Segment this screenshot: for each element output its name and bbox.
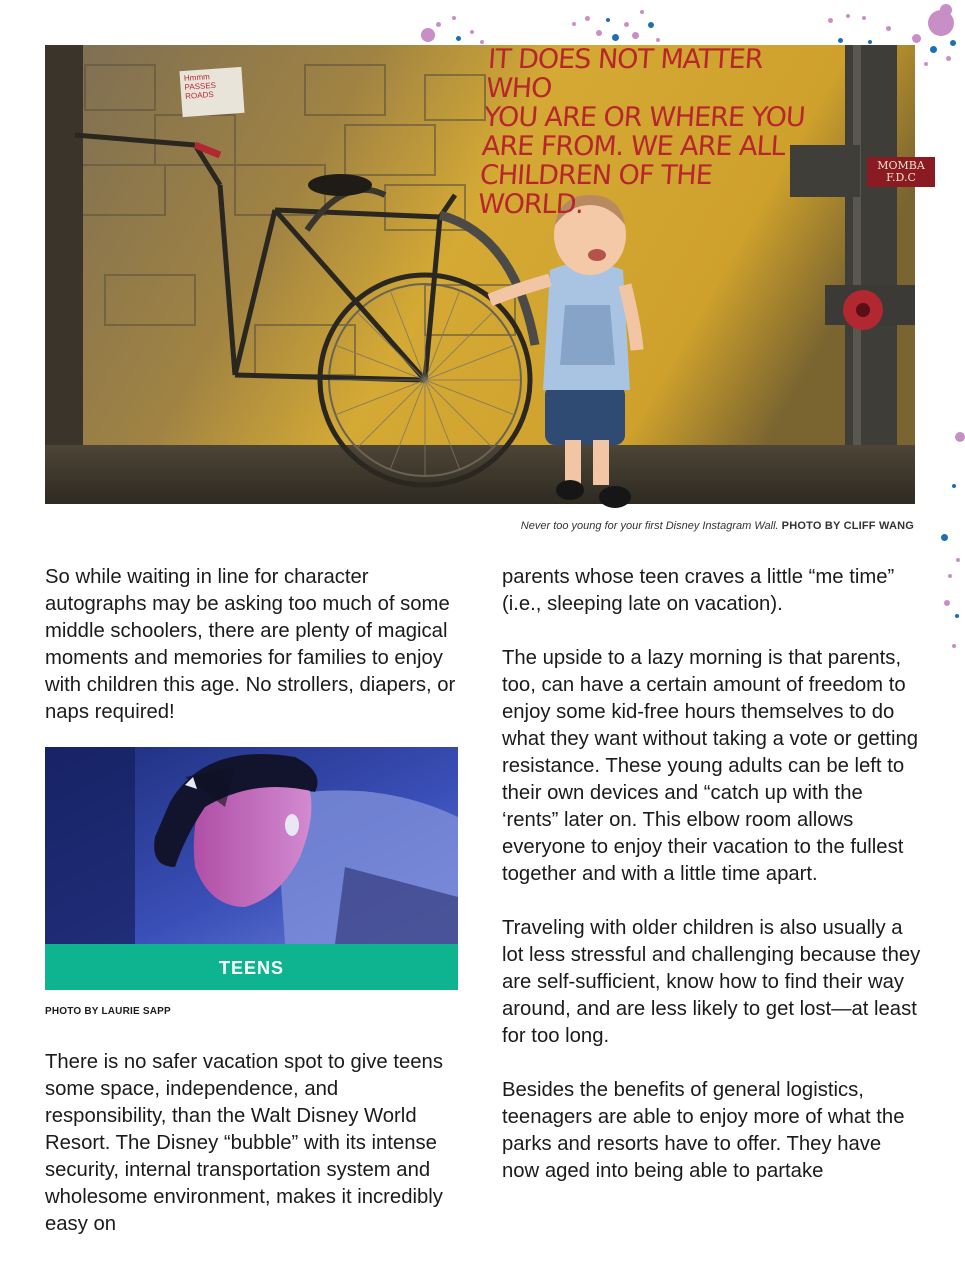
poster-line-2: PASSES [184,80,217,92]
paragraph-right-2: The upside to a lazy morning is that parents, too, can have a certain amount of freedom to enjoy some kid-free hours themselves to do what they want without taking a vote or getting resistance. These young adults can be left to their own devices and “catch up with the ‘rents” later on. This elbow room allows everyone to enjoy their vacation to the fullest together and with a little time apart. [502,647,919,885]
article-right-column [502,564,922,1185]
wall-quote-line-1: IT DOES NOT MATTER WHO [484,44,764,104]
paragraph-right-1: parents whose teen craves a little “me time” (i.e., sleeping late on vacation). [502,566,895,615]
paragraph-right-4: Besides the benefits of general logistics, teenagers are able to enjoy more of what the parks and resorts have to offer. They have now aged into being able to partake [502,1079,905,1182]
paragraph-teens: There is no safer vacation spot to give teens some space, independence, and responsibility, than the Walt Disney World Resort. The Disney “bubble” with its intense security, internal transportation system and wholesome environment, makes it incredibly easy on [45,1051,443,1235]
paragraph-right-3: Traveling with older children is also usually a lot less stressful and challenging because they are self-sufficient, know how to find their way around, and are less likely to get lost—at least for too long. [502,917,921,1047]
pipe-sign-line-2: F.D.C [886,171,916,184]
teens-photo-illustration [45,747,458,944]
pipe-sign-line-1: MOMBA [877,159,925,172]
wall-quote-line-3: ARE FROM. WE ARE ALL [480,131,786,162]
wall-quote-line-2: YOU ARE OR WHERE YOU [482,102,806,133]
hero-caption [300,520,914,532]
poster-line-3: ROADS [184,89,214,101]
article-left-teens [45,1049,465,1238]
teens-photo [45,747,458,944]
teens-section-label: TEENS [45,944,458,990]
hero-caption-text: Never too young for your first Disney Instagram Wall. [520,520,779,532]
paragraph-intro: So while waiting in line for character autographs may be asking too much of some middle schoolers, there are plenty of magical moments and memories for families to enjoy with children this age. No strollers, diapers, or naps required! [45,566,456,723]
pipe-sign [867,157,935,187]
wall-poster [179,67,244,117]
hero-photo [45,44,925,504]
teens-photo-credit: PHOTO BY LAURIE SAPP [45,1006,171,1017]
hero-photo-credit: PHOTO BY CLIFF WANG [781,520,914,532]
wall-quote [477,45,819,219]
poster-line-1: Hmmm [183,72,211,83]
teens-section-card [45,747,458,990]
article-left-intro [45,564,465,726]
wall-quote-line-4: CHILDREN OF THE WORLD. [476,160,713,220]
